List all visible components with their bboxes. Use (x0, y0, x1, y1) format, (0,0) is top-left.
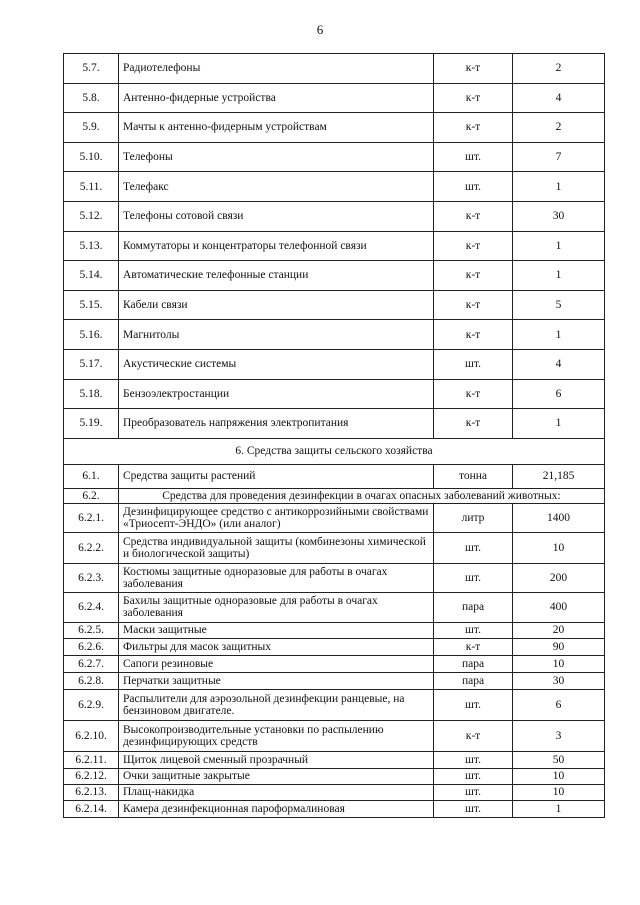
table-row (64, 290, 605, 320)
table-row (64, 768, 605, 784)
row-name: Бахилы защитные одноразовые для работы в очагах заболевания (119, 592, 434, 622)
row-name: Распылители для аэрозольной дезинфекции ранцевые, на бензиновом двигателе. (119, 689, 434, 720)
row-name: Телефоны (119, 142, 434, 172)
table-row (64, 751, 605, 768)
row-unit: шт. (434, 784, 513, 800)
row-number: 6.2.5. (64, 622, 119, 638)
row-quantity: 1 (513, 231, 605, 261)
row-unit: к-т (434, 720, 513, 751)
row-unit: тонна (434, 464, 513, 488)
table-row (64, 672, 605, 689)
row-number: 6.2.14. (64, 800, 119, 817)
row-name: Сапоги резиновые (119, 655, 434, 672)
table-row (64, 638, 605, 655)
row-number: 5.10. (64, 142, 119, 172)
row-name: Щиток лицевой сменный прозрачный (119, 751, 434, 768)
table-row (64, 720, 605, 751)
row-quantity: 5 (513, 290, 605, 320)
row-number: 6.2.1. (64, 503, 119, 532)
row-number: 5.17. (64, 349, 119, 379)
row-unit: к-т (434, 638, 513, 655)
row-unit: литр (434, 503, 513, 532)
row-name: Высокопроизводительные установки по распылению дезинфицирующих средств (119, 720, 434, 751)
table-row (64, 800, 605, 817)
row-unit: пара (434, 672, 513, 689)
row-unit: шт. (434, 751, 513, 768)
table-row (64, 622, 605, 638)
table-row (64, 503, 605, 532)
table-row (64, 113, 605, 143)
row-number: 5.14. (64, 261, 119, 291)
table-row (64, 592, 605, 622)
row-unit: пара (434, 655, 513, 672)
row-quantity: 1 (513, 172, 605, 202)
row-number: 5.16. (64, 320, 119, 350)
row-unit: шт. (434, 349, 513, 379)
table-row (64, 320, 605, 350)
row-quantity: 1 (513, 320, 605, 350)
table-row (64, 172, 605, 202)
row-unit: пара (434, 592, 513, 622)
table-row (64, 261, 605, 291)
row-number: 6.1. (64, 464, 119, 488)
subsection-row (64, 488, 605, 503)
row-quantity: 6 (513, 379, 605, 409)
row-quantity: 10 (513, 784, 605, 800)
row-quantity: 4 (513, 349, 605, 379)
page-number: 6 (316, 22, 324, 37)
row-name: Антенно-фидерные устройства (119, 83, 434, 113)
row-quantity: 10 (513, 768, 605, 784)
row-number: 5.8. (64, 83, 119, 113)
row-unit: к-т (434, 261, 513, 291)
row-quantity: 2 (513, 54, 605, 84)
row-number: 6.2.10. (64, 720, 119, 751)
row-number: 5.9. (64, 113, 119, 143)
row-quantity: 20 (513, 622, 605, 638)
row-name: Мачты к антенно-фидерным устройствам (119, 113, 434, 143)
row-name: Перчатки защитные (119, 672, 434, 689)
table-row (64, 379, 605, 409)
row-number: 6.2.7. (64, 655, 119, 672)
row-quantity: 21,185 (513, 464, 605, 488)
row-name: Радиотелефоны (119, 54, 434, 84)
row-name: Камера дезинфекционная пароформалиновая (119, 800, 434, 817)
table-row (64, 464, 605, 488)
row-number: 5.12. (64, 201, 119, 231)
row-unit: шт. (434, 768, 513, 784)
row-number: 6.2.12. (64, 768, 119, 784)
row-quantity: 90 (513, 638, 605, 655)
row-number: 6.2.4. (64, 592, 119, 622)
row-unit: шт. (434, 689, 513, 720)
row-unit: шт. (434, 172, 513, 202)
row-name: Коммутаторы и концентраторы телефонной связи (119, 231, 434, 261)
row-unit: к-т (434, 231, 513, 261)
row-name: Маски защитные (119, 622, 434, 638)
table-row (64, 142, 605, 172)
row-name: Средства индивидуальной защиты (комбинезоны химической и биологической защиты) (119, 532, 434, 563)
table-row (64, 784, 605, 800)
table-row (64, 231, 605, 261)
row-number: 6.2.9. (64, 689, 119, 720)
row-name: Автоматические телефонные станции (119, 261, 434, 291)
row-name: Преобразователь напряжения электропитания (119, 409, 434, 439)
table-row (64, 655, 605, 672)
row-name: Плащ-накидка (119, 784, 434, 800)
row-number: 5.7. (64, 54, 119, 84)
row-number: 6.2.8. (64, 672, 119, 689)
inventory-table (63, 53, 605, 818)
table-row (64, 409, 605, 439)
row-quantity: 6 (513, 689, 605, 720)
row-name: Кабели связи (119, 290, 434, 320)
row-name: Средства защиты растений (119, 464, 434, 488)
row-quantity: 200 (513, 563, 605, 592)
row-unit: к-т (434, 379, 513, 409)
row-quantity: 400 (513, 592, 605, 622)
row-unit: к-т (434, 201, 513, 231)
row-unit: к-т (434, 320, 513, 350)
row-quantity: 50 (513, 751, 605, 768)
row-quantity: 1400 (513, 503, 605, 532)
row-number: 5.15. (64, 290, 119, 320)
section-header-row (64, 438, 605, 464)
row-number: 5.18. (64, 379, 119, 409)
subsection-title: Средства для проведения дезинфекции в очагах опасных заболеваний животных: (119, 488, 605, 503)
table-row (64, 563, 605, 592)
row-unit: к-т (434, 83, 513, 113)
row-quantity: 3 (513, 720, 605, 751)
table-row (64, 54, 605, 84)
table-row (64, 532, 605, 563)
row-name: Телефоны сотовой связи (119, 201, 434, 231)
section-title: 6. Средства защиты сельского хозяйства (64, 438, 605, 464)
row-number: 6.2. (64, 488, 119, 503)
row-number: 5.13. (64, 231, 119, 261)
row-unit: шт. (434, 142, 513, 172)
row-name: Магнитолы (119, 320, 434, 350)
table-row (64, 83, 605, 113)
table-row (64, 201, 605, 231)
row-number: 6.2.6. (64, 638, 119, 655)
row-quantity: 4 (513, 83, 605, 113)
row-number: 5.11. (64, 172, 119, 202)
row-quantity: 1 (513, 261, 605, 291)
table-row (64, 349, 605, 379)
row-quantity: 30 (513, 201, 605, 231)
row-unit: к-т (434, 54, 513, 84)
table-row (64, 689, 605, 720)
row-quantity: 7 (513, 142, 605, 172)
row-unit: к-т (434, 290, 513, 320)
row-name: Бензоэлектростанции (119, 379, 434, 409)
row-quantity: 10 (513, 532, 605, 563)
row-quantity: 10 (513, 655, 605, 672)
row-number: 6.2.11. (64, 751, 119, 768)
row-quantity: 1 (513, 800, 605, 817)
row-unit: шт. (434, 563, 513, 592)
row-quantity: 2 (513, 113, 605, 143)
row-number: 6.2.13. (64, 784, 119, 800)
row-number: 6.2.3. (64, 563, 119, 592)
row-unit: к-т (434, 113, 513, 143)
row-unit: шт. (434, 622, 513, 638)
row-name: Акустические системы (119, 349, 434, 379)
row-name: Дезинфицирующее средство с антикоррозийными свойствами «Триосепт-ЭНДО» (или аналог) (119, 503, 434, 532)
row-unit: к-т (434, 409, 513, 439)
row-quantity: 30 (513, 672, 605, 689)
row-number: 6.2.2. (64, 532, 119, 563)
row-unit: шт. (434, 532, 513, 563)
row-name: Фильтры для масок защитных (119, 638, 434, 655)
row-name: Костюмы защитные одноразовые для работы в очагах заболевания (119, 563, 434, 592)
row-name: Телефакс (119, 172, 434, 202)
row-name: Очки защитные закрытые (119, 768, 434, 784)
row-unit: шт. (434, 800, 513, 817)
row-number: 5.19. (64, 409, 119, 439)
row-quantity: 1 (513, 409, 605, 439)
